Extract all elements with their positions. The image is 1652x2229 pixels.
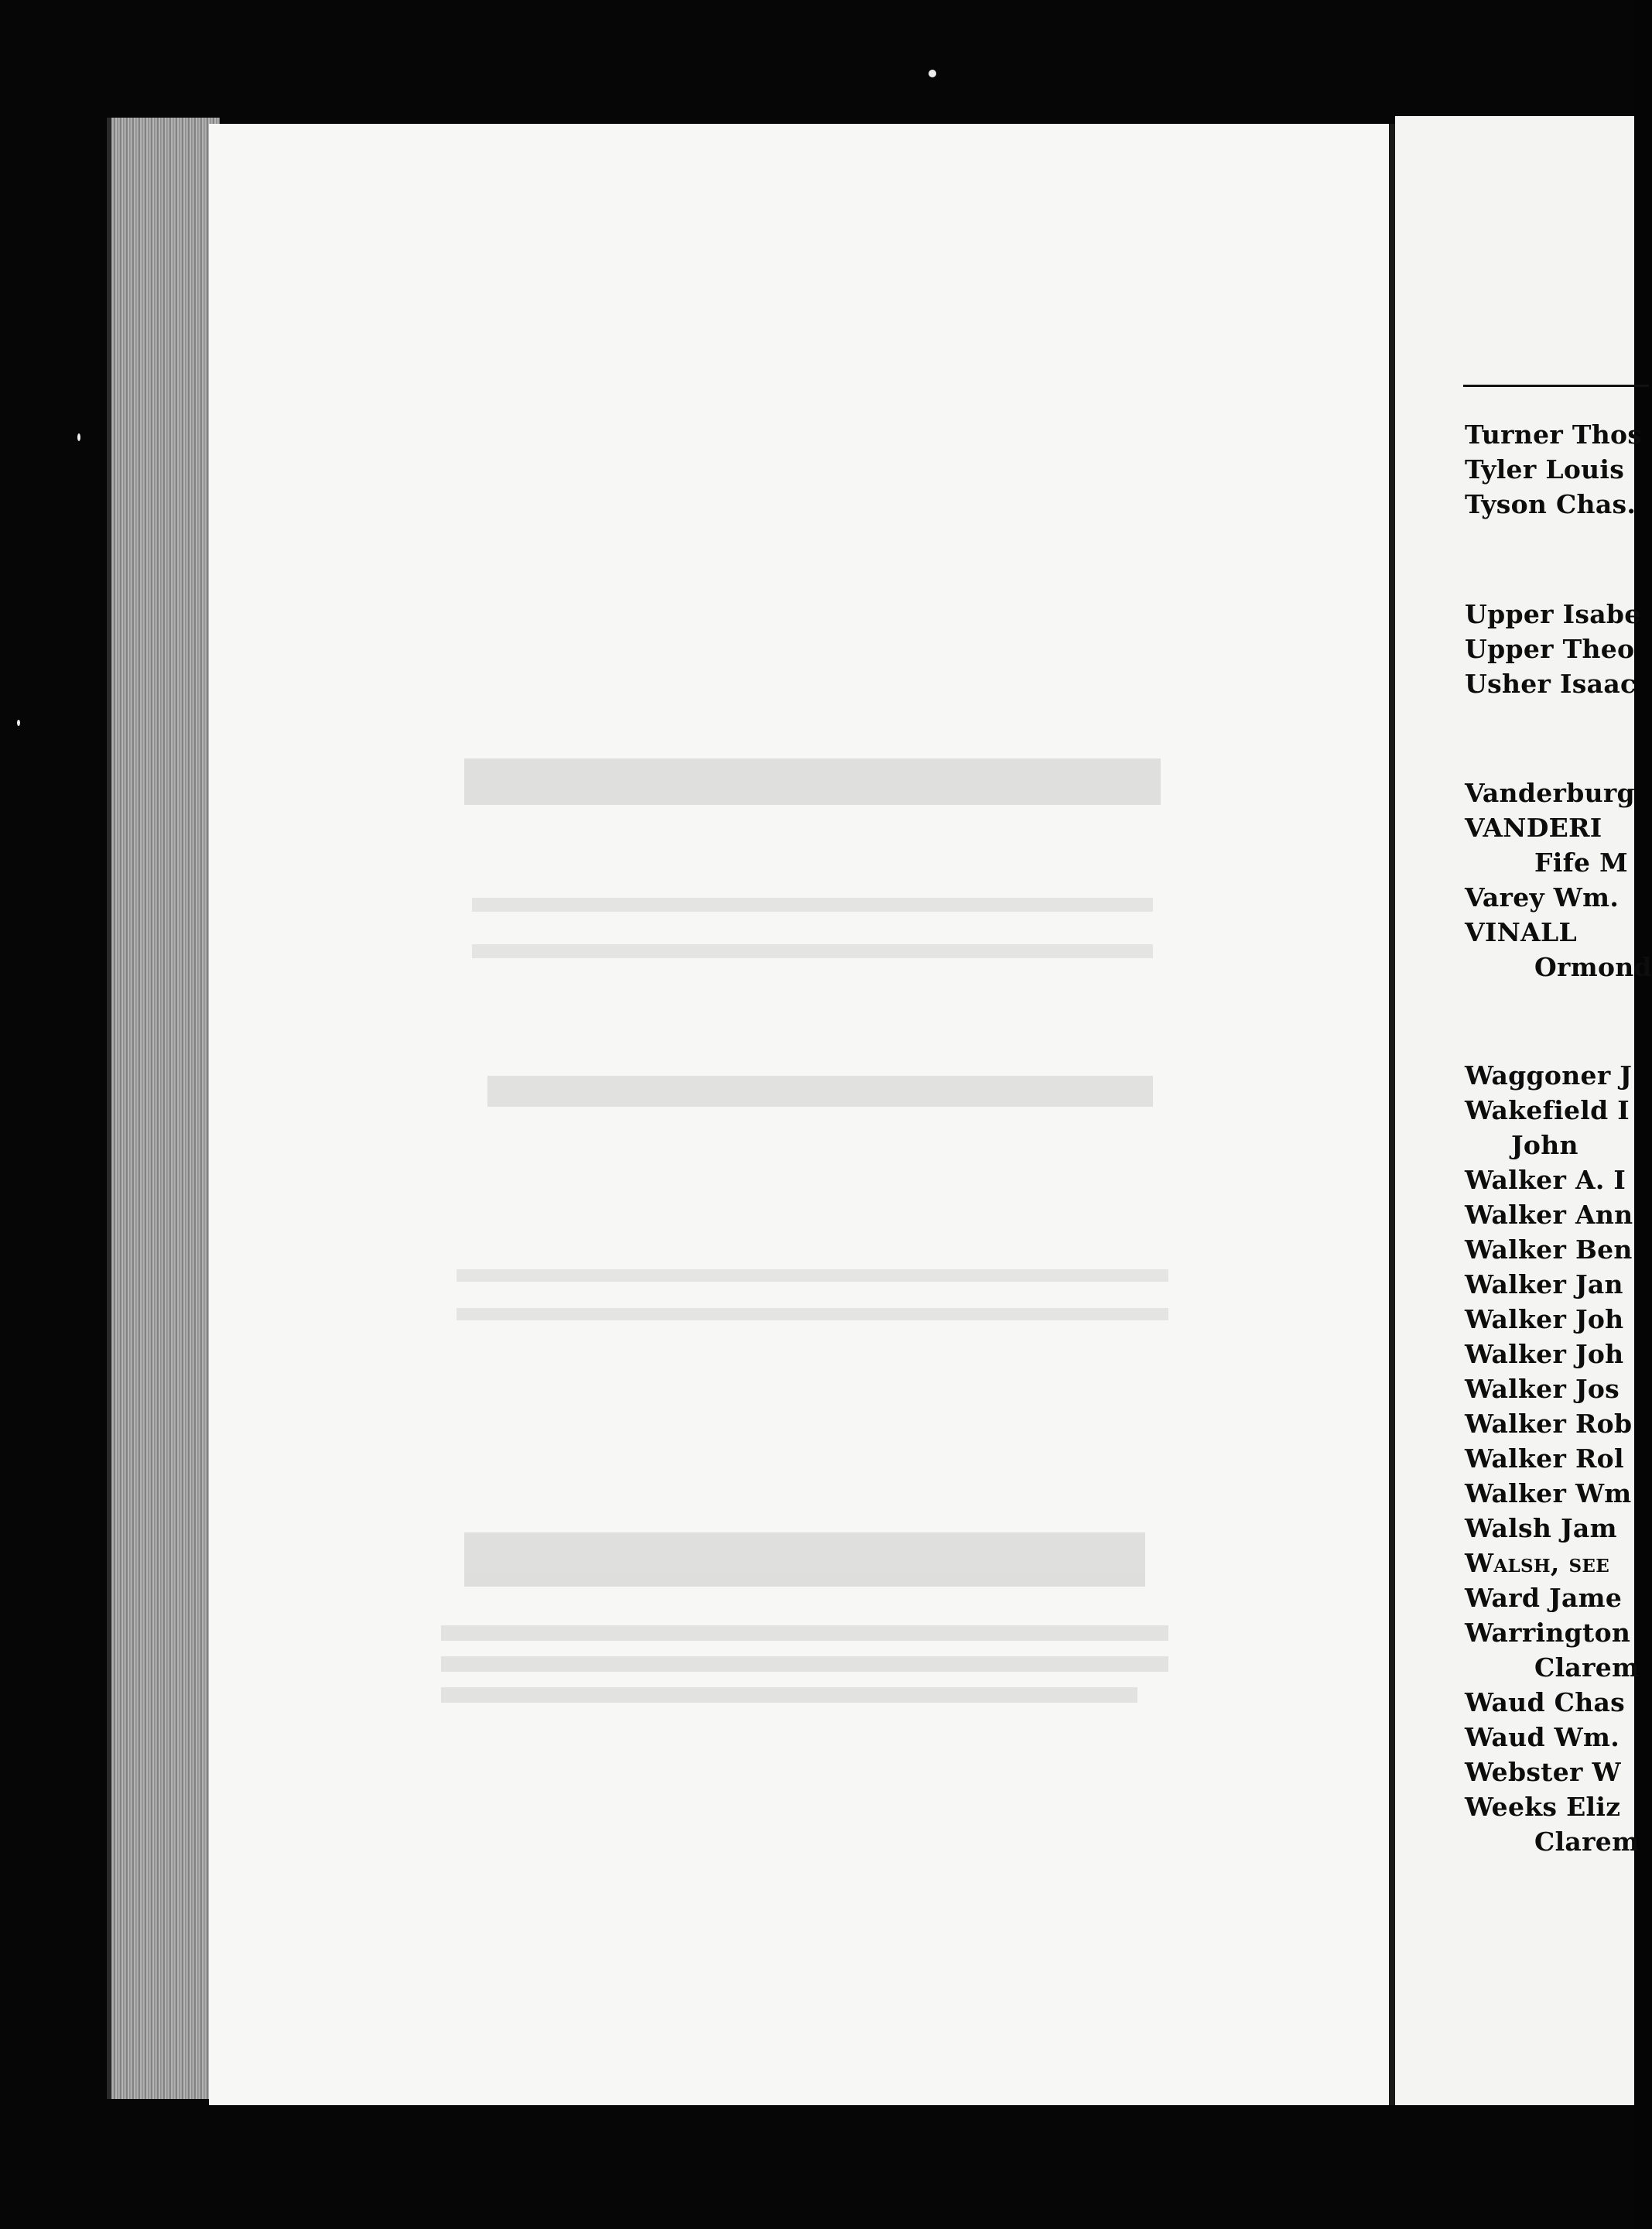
directory-entry: Wakefield I bbox=[1465, 1095, 1630, 1125]
directory-entry: Walker Joh bbox=[1465, 1339, 1624, 1369]
dust-speck bbox=[77, 433, 80, 441]
dust-speck bbox=[929, 70, 936, 77]
directory-entry: Warrington bbox=[1465, 1618, 1631, 1648]
directory-entry: Tyler Louis bbox=[1465, 454, 1625, 484]
directory-entry: Turner Thos bbox=[1465, 419, 1643, 450]
directory-entry: Waggoner J bbox=[1465, 1060, 1633, 1091]
directory-entry: John bbox=[1511, 1130, 1578, 1160]
directory-entry: VINALL bbox=[1465, 917, 1578, 947]
directory-entry: Vanderburg bbox=[1465, 778, 1635, 808]
directory-entry: Walsh Jam bbox=[1465, 1513, 1617, 1543]
left-page-blank bbox=[209, 124, 1389, 2105]
directory-entry: Walker Jos bbox=[1465, 1374, 1620, 1404]
directory-entry: Walker Rob bbox=[1465, 1409, 1633, 1439]
page-edges bbox=[107, 118, 220, 2099]
directory-entry: Walker Rol bbox=[1465, 1443, 1624, 1474]
right-page bbox=[1395, 116, 1652, 2105]
directory-entry: Usher Isaac bbox=[1465, 669, 1637, 699]
directory-entry: Walker Wm bbox=[1465, 1478, 1632, 1508]
directory-entry: Walker Ben bbox=[1465, 1234, 1633, 1265]
directory-entry: Clarem bbox=[1534, 1652, 1640, 1683]
directory-entry: Walker Jan bbox=[1465, 1269, 1623, 1299]
directory-entry: Walker Joh bbox=[1465, 1304, 1624, 1334]
directory-entry: Upper Theo bbox=[1465, 634, 1635, 664]
show-through-bleed bbox=[209, 124, 1389, 2105]
dust-speck bbox=[17, 720, 20, 726]
directory-entry: Walker A. I bbox=[1465, 1165, 1626, 1195]
directory-entry: Varey Wm. bbox=[1465, 882, 1620, 912]
directory-entry: Weeks Eliz bbox=[1465, 1792, 1621, 1822]
page-gutter bbox=[1389, 124, 1395, 2105]
directory-entry: Upper Isabe bbox=[1465, 599, 1641, 629]
directory-entry: Waud Chas bbox=[1465, 1687, 1626, 1717]
directory-entry: Webster W bbox=[1465, 1757, 1621, 1787]
directory-entry: Ormond bbox=[1534, 952, 1652, 982]
directory-entry: Clarem bbox=[1534, 1827, 1640, 1857]
directory-entry: Ward Jame bbox=[1465, 1583, 1623, 1613]
directory-entry: Waud Wm. bbox=[1465, 1722, 1620, 1752]
directory-entry: Fife M bbox=[1534, 847, 1628, 878]
directory-entry: VANDERI bbox=[1465, 813, 1602, 843]
directory-entry: Tyson Chas. bbox=[1465, 489, 1637, 519]
header-rule bbox=[1463, 385, 1649, 387]
directory-entry: Walker Ann bbox=[1465, 1200, 1633, 1230]
directory-entry: Walsh, see bbox=[1465, 1548, 1610, 1578]
